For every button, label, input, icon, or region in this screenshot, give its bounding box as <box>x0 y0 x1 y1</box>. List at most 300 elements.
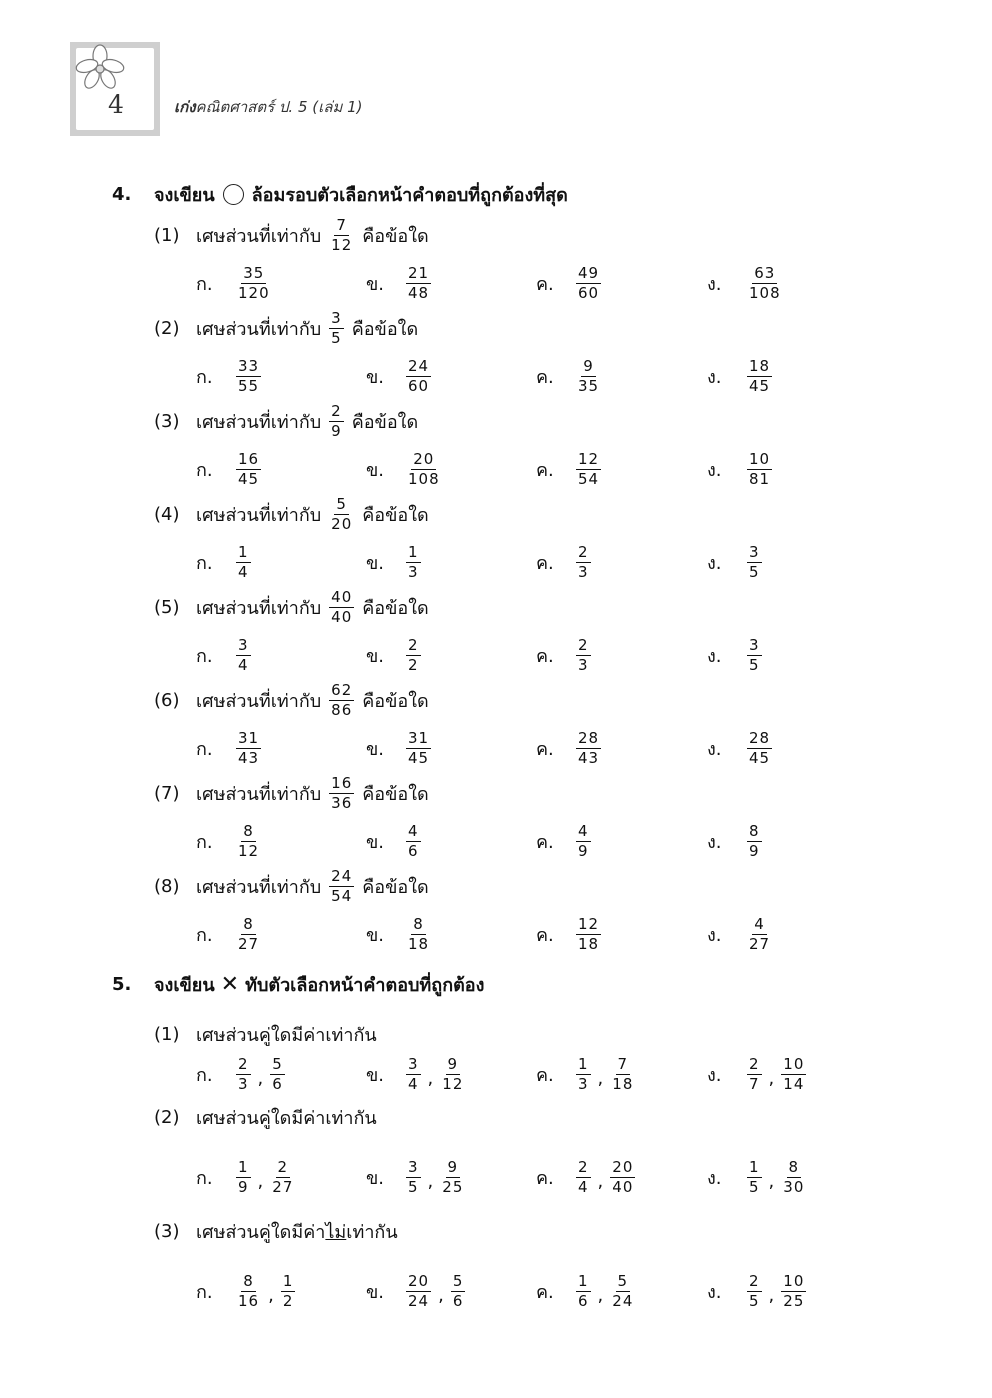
instruction-before: จงเขียน <box>154 185 215 206</box>
numerator: 8 <box>413 914 424 933</box>
fraction <box>576 1159 591 1196</box>
option-label: ข. <box>366 552 385 574</box>
fraction <box>281 1273 296 1310</box>
question-text-after: เท่ากัน <box>346 1222 398 1243</box>
options-row <box>196 263 836 303</box>
fraction <box>781 1056 806 1093</box>
fraction <box>236 1056 251 1093</box>
answer-option[interactable] <box>196 914 265 954</box>
answer-option[interactable] <box>707 1271 810 1311</box>
numerator: 20 <box>612 1157 634 1176</box>
denominator: 43 <box>578 748 600 767</box>
fraction <box>236 637 251 674</box>
fraction <box>747 823 762 860</box>
fraction <box>406 1056 421 1093</box>
numerator: 5 <box>617 1271 629 1290</box>
question-5 <box>154 589 429 626</box>
denominator: 6 <box>578 1291 589 1310</box>
denominator: 120 <box>238 283 270 302</box>
answer-option[interactable] <box>536 263 605 303</box>
options-row <box>196 356 836 396</box>
question-text: เศษส่วนที่เท่ากับ <box>196 226 322 247</box>
comma-separator: , <box>768 1067 775 1089</box>
answer-option[interactable] <box>196 728 265 768</box>
denominator: 5 <box>749 1291 760 1310</box>
numerator: 33 <box>238 356 260 375</box>
numerator: 18 <box>749 356 771 375</box>
fraction <box>329 682 354 719</box>
numerator: 8 <box>788 1157 800 1176</box>
option-label: ง. <box>707 552 722 574</box>
question-number: (8) <box>154 876 180 897</box>
numerator: 8 <box>243 1271 254 1290</box>
denominator: 9 <box>238 1177 249 1196</box>
denominator: 25 <box>442 1177 464 1196</box>
page-number: 4 <box>108 90 124 119</box>
numerator: 5 <box>336 495 347 513</box>
fraction <box>236 1159 251 1196</box>
fraction <box>329 868 354 905</box>
denominator: 45 <box>749 376 771 395</box>
numerator: 24 <box>408 356 430 375</box>
fraction <box>236 544 251 581</box>
instruction-after: ทับตัวเลือกหน้าคำตอบที่ถูกต้อง <box>245 975 485 996</box>
numerator: 1 <box>238 1157 249 1176</box>
option-label: ก. <box>196 552 213 574</box>
numerator: 20 <box>408 1271 430 1290</box>
answer-option[interactable] <box>707 263 787 303</box>
fraction <box>576 451 601 488</box>
question-number: (2) <box>154 1107 180 1128</box>
question-number: (6) <box>154 690 180 711</box>
question-6 <box>154 682 429 719</box>
cross-icon: ✕ <box>220 972 240 997</box>
answer-option[interactable] <box>196 356 265 396</box>
question-number: (7) <box>154 783 180 804</box>
question-text: เศษส่วนที่เท่ากับ <box>196 784 322 805</box>
fraction <box>610 1056 635 1093</box>
numerator: 1 <box>578 1271 589 1290</box>
answer-option[interactable] <box>707 1054 810 1094</box>
fraction <box>406 730 431 767</box>
denominator: 43 <box>238 748 260 767</box>
denominator: 6 <box>452 1291 464 1310</box>
denominator: 6 <box>408 841 419 860</box>
comma-separator: , <box>268 1284 274 1306</box>
fraction <box>747 265 783 302</box>
answer-option[interactable] <box>196 1054 289 1094</box>
denominator: 12 <box>442 1074 464 1093</box>
question-3 <box>154 403 418 440</box>
options-row <box>196 635 836 675</box>
answer-option[interactable] <box>366 1157 469 1197</box>
denominator: 2 <box>408 655 419 674</box>
denominator: 5 <box>749 1177 760 1196</box>
fraction <box>236 1273 261 1310</box>
denominator: 18 <box>408 934 430 953</box>
numerator: 3 <box>331 309 342 327</box>
answer-option[interactable] <box>707 914 776 954</box>
option-label: ข. <box>366 273 385 295</box>
denominator: 3 <box>408 562 419 581</box>
fraction <box>236 451 261 488</box>
numerator: 8 <box>243 821 254 840</box>
options-row <box>196 542 836 582</box>
fraction <box>329 217 354 254</box>
numerator: 2 <box>277 1157 289 1176</box>
denominator: 60 <box>408 376 430 395</box>
denominator: 9 <box>331 422 342 440</box>
denominator: 4 <box>238 655 249 674</box>
numerator: 28 <box>578 728 600 747</box>
question-suffix: คือข้อใด <box>362 598 429 619</box>
section-number: 5. <box>112 974 132 995</box>
answer-option[interactable] <box>196 263 276 303</box>
numerator: 49 <box>578 263 600 282</box>
answer-option[interactable] <box>196 1271 299 1311</box>
denominator: 18 <box>612 1074 634 1093</box>
option-label: ง. <box>707 1167 722 1189</box>
option-label: ก. <box>196 459 213 481</box>
numerator: 3 <box>749 635 760 654</box>
denominator: 45 <box>408 748 430 767</box>
question-3 <box>154 1217 398 1246</box>
question-text <box>196 1217 398 1246</box>
fraction <box>406 544 421 581</box>
option-label: ข. <box>366 831 385 853</box>
answer-option[interactable] <box>196 1157 299 1197</box>
option-label: ค. <box>536 552 554 574</box>
denominator: 5 <box>749 562 760 581</box>
numerator: 5 <box>452 1271 464 1290</box>
denominator: 27 <box>749 934 771 953</box>
answer-option[interactable] <box>536 635 595 675</box>
answer-option[interactable] <box>536 1271 639 1311</box>
denominator: 16 <box>238 1291 260 1310</box>
answer-option[interactable] <box>707 356 776 396</box>
numerator: 20 <box>413 449 435 468</box>
question-suffix: คือข้อใด <box>362 691 429 712</box>
comma-separator: , <box>257 1170 264 1192</box>
option-label: ค. <box>536 924 554 946</box>
question-number: (2) <box>154 318 180 339</box>
option-label: ข. <box>366 459 385 481</box>
denominator: 108 <box>408 469 440 488</box>
numerator: 9 <box>447 1157 459 1176</box>
book-title-bold: เก่ง <box>174 98 196 116</box>
denominator: 45 <box>238 469 260 488</box>
numerator: 12 <box>578 914 600 933</box>
fraction <box>576 730 601 767</box>
comma-separator: , <box>597 1067 604 1089</box>
question-text: เศษส่วนที่เท่ากับ <box>196 598 322 619</box>
fraction <box>747 1273 762 1310</box>
question-1 <box>154 217 429 254</box>
fraction <box>236 916 261 953</box>
fraction <box>576 1056 591 1093</box>
book-title <box>174 95 363 119</box>
numerator: 4 <box>754 914 765 933</box>
options-row <box>196 728 836 768</box>
answer-option[interactable] <box>536 542 595 582</box>
question-suffix: คือข้อใด <box>362 226 429 247</box>
denominator: 4 <box>408 1074 419 1093</box>
numerator: 2 <box>578 1157 589 1176</box>
fraction <box>747 1056 762 1093</box>
denominator: 27 <box>272 1177 294 1196</box>
denominator: 2 <box>282 1291 294 1310</box>
comma-separator: , <box>427 1170 434 1192</box>
denominator: 27 <box>238 934 260 953</box>
fraction <box>236 265 272 302</box>
numerator: 2 <box>749 1054 760 1073</box>
fraction <box>270 1159 295 1196</box>
instruction-before: จงเขียน <box>154 975 215 996</box>
comma-separator: , <box>768 1170 775 1192</box>
section-number: 4. <box>112 184 132 205</box>
option-label: ข. <box>366 924 385 946</box>
answer-option[interactable] <box>707 821 766 861</box>
answer-option[interactable] <box>536 449 605 489</box>
fraction <box>576 637 591 674</box>
question-1 <box>154 1020 377 1049</box>
page-corner-frame <box>70 42 160 136</box>
option-label: ค. <box>536 831 554 853</box>
options-row <box>196 1157 836 1197</box>
answer-option[interactable] <box>366 356 435 396</box>
denominator: 3 <box>578 1074 589 1093</box>
fraction <box>406 823 421 860</box>
denominator: 6 <box>272 1074 283 1093</box>
option-label: ก. <box>196 924 213 946</box>
option-label: ง. <box>707 1281 722 1303</box>
question-text: เศษส่วนที่เท่ากับ <box>196 691 322 712</box>
denominator: 35 <box>578 376 600 395</box>
comma-separator: , <box>768 1284 775 1306</box>
answer-option[interactable] <box>707 542 766 582</box>
fraction <box>329 589 354 626</box>
answer-option[interactable] <box>196 635 255 675</box>
denominator: 54 <box>578 469 600 488</box>
numerator: 7 <box>336 216 347 234</box>
answer-option[interactable] <box>366 1054 469 1094</box>
question-number: (1) <box>154 1024 180 1045</box>
question-8 <box>154 868 429 905</box>
option-label: ก. <box>196 645 213 667</box>
answer-option[interactable] <box>196 542 255 582</box>
option-label: ข. <box>366 645 385 667</box>
answer-option[interactable] <box>707 1157 810 1197</box>
question-4 <box>154 496 429 533</box>
option-label: ค. <box>536 459 554 481</box>
numerator: 40 <box>331 588 353 606</box>
denominator: 5 <box>749 655 760 674</box>
numerator: 10 <box>783 1054 805 1073</box>
option-label: ค. <box>536 366 554 388</box>
denominator: 7 <box>749 1074 760 1093</box>
circle-icon <box>223 184 244 205</box>
numerator: 10 <box>749 449 771 468</box>
numerator: 63 <box>754 263 776 282</box>
numerator: 4 <box>578 821 589 840</box>
question-suffix: คือข้อใด <box>362 784 429 805</box>
denominator: 9 <box>749 841 760 860</box>
answer-option[interactable] <box>366 263 435 303</box>
option-label: ข. <box>366 1064 385 1086</box>
fraction <box>576 265 601 302</box>
option-label: ง. <box>707 273 722 295</box>
fraction <box>747 637 762 674</box>
option-label: ง. <box>707 645 722 667</box>
answer-option[interactable] <box>707 635 766 675</box>
answer-option[interactable] <box>536 821 595 861</box>
option-label: ง. <box>707 924 722 946</box>
numerator: 7 <box>617 1054 629 1073</box>
fraction <box>747 916 772 953</box>
answer-option[interactable] <box>196 449 265 489</box>
section-4-title <box>112 180 568 209</box>
denominator: 54 <box>331 887 353 905</box>
fraction <box>451 1273 466 1310</box>
fraction <box>440 1159 465 1196</box>
numerator: 28 <box>749 728 771 747</box>
fraction <box>236 823 261 860</box>
option-label: ก. <box>196 1064 213 1086</box>
answer-option[interactable] <box>536 1157 639 1197</box>
denominator: 86 <box>331 701 353 719</box>
fraction <box>747 358 772 395</box>
option-label: ง. <box>707 366 722 388</box>
denominator: 24 <box>408 1291 430 1310</box>
comma-separator: , <box>427 1067 434 1089</box>
denominator: 108 <box>749 283 781 302</box>
question-text: เศษส่วนคู่ใดมีค่าเท่ากัน <box>196 1108 377 1129</box>
options-row <box>196 1054 836 1094</box>
option-label: ก. <box>196 273 213 295</box>
denominator: 81 <box>749 469 771 488</box>
option-label: ข. <box>366 1167 385 1189</box>
answer-option[interactable] <box>366 1271 469 1311</box>
denominator: 48 <box>408 283 430 302</box>
fraction <box>576 823 591 860</box>
fraction <box>406 916 431 953</box>
answer-option[interactable] <box>196 821 265 861</box>
flower-icon <box>70 42 130 92</box>
answer-option[interactable] <box>536 914 605 954</box>
answer-option[interactable] <box>366 542 425 582</box>
fraction <box>747 730 772 767</box>
fraction <box>781 1273 806 1310</box>
question-text: เศษส่วนที่เท่ากับ <box>196 412 322 433</box>
numerator: 1 <box>238 542 249 561</box>
fraction <box>270 1056 285 1093</box>
fraction <box>236 730 261 767</box>
fraction <box>406 1159 421 1196</box>
instruction-after: ล้อมรอบตัวเลือกหน้าคำตอบที่ถูกต้องที่สุด <box>251 185 568 206</box>
option-label: ก. <box>196 831 213 853</box>
fraction <box>406 358 431 395</box>
denominator: 4 <box>578 1177 589 1196</box>
option-label: ค. <box>536 1167 554 1189</box>
fraction <box>576 1273 591 1310</box>
numerator: 1 <box>749 1157 760 1176</box>
options-row <box>196 914 836 954</box>
answer-option[interactable] <box>366 821 425 861</box>
question-number: (1) <box>154 225 180 246</box>
numerator: 12 <box>578 449 600 468</box>
numerator: 35 <box>243 263 265 282</box>
denominator: 55 <box>238 376 260 395</box>
numerator: 4 <box>408 821 419 840</box>
denominator: 36 <box>331 794 353 812</box>
numerator: 31 <box>238 728 260 747</box>
option-label: ก. <box>196 366 213 388</box>
numerator: 1 <box>408 542 419 561</box>
numerator: 21 <box>408 263 430 282</box>
option-label: ค. <box>536 738 554 760</box>
question-2 <box>154 1103 377 1132</box>
denominator: 45 <box>749 748 771 767</box>
denominator: 20 <box>331 515 353 533</box>
option-label: ก. <box>196 738 213 760</box>
denominator: 5 <box>408 1177 419 1196</box>
answer-option[interactable] <box>707 728 776 768</box>
question-text-underlined: ไม่ <box>325 1222 347 1243</box>
fraction <box>329 310 344 347</box>
answer-option[interactable] <box>536 356 605 396</box>
answer-option[interactable] <box>366 449 446 489</box>
answer-option[interactable] <box>366 635 425 675</box>
question-suffix: คือข้อใด <box>362 505 429 526</box>
answer-option[interactable] <box>536 728 605 768</box>
fraction <box>440 1056 465 1093</box>
answer-option[interactable] <box>536 1054 639 1094</box>
numerator: 2 <box>578 542 589 561</box>
numerator: 3 <box>238 635 249 654</box>
comma-separator: , <box>438 1284 444 1306</box>
numerator: 62 <box>331 681 353 699</box>
question-7 <box>154 775 429 812</box>
numerator: 1 <box>282 1271 294 1290</box>
denominator: 12 <box>238 841 260 860</box>
option-label: ง. <box>707 459 722 481</box>
answer-option[interactable] <box>707 449 776 489</box>
fraction <box>576 916 601 953</box>
question-text-before: เศษส่วนคู่ใดมีค่า <box>196 1222 326 1243</box>
question-text: เศษส่วนคู่ใดมีค่าเท่ากัน <box>196 1025 377 1046</box>
answer-option[interactable] <box>366 728 435 768</box>
answer-option[interactable] <box>366 914 435 954</box>
fraction <box>406 637 421 674</box>
denominator: 14 <box>783 1074 805 1093</box>
numerator: 2 <box>331 402 342 420</box>
fraction <box>329 403 344 440</box>
numerator: 9 <box>447 1054 459 1073</box>
fraction <box>781 1159 806 1196</box>
numerator: 3 <box>408 1054 419 1073</box>
numerator: 2 <box>749 1271 760 1290</box>
denominator: 9 <box>578 841 589 860</box>
denominator: 24 <box>612 1291 634 1310</box>
option-label: ข. <box>366 1281 385 1303</box>
numerator: 10 <box>783 1271 805 1290</box>
numerator: 2 <box>238 1054 249 1073</box>
denominator: 3 <box>578 655 589 674</box>
question-suffix: คือข้อใด <box>351 412 419 433</box>
question-text: เศษส่วนที่เท่ากับ <box>196 505 322 526</box>
denominator: 30 <box>783 1177 805 1196</box>
comma-separator: , <box>257 1067 264 1089</box>
